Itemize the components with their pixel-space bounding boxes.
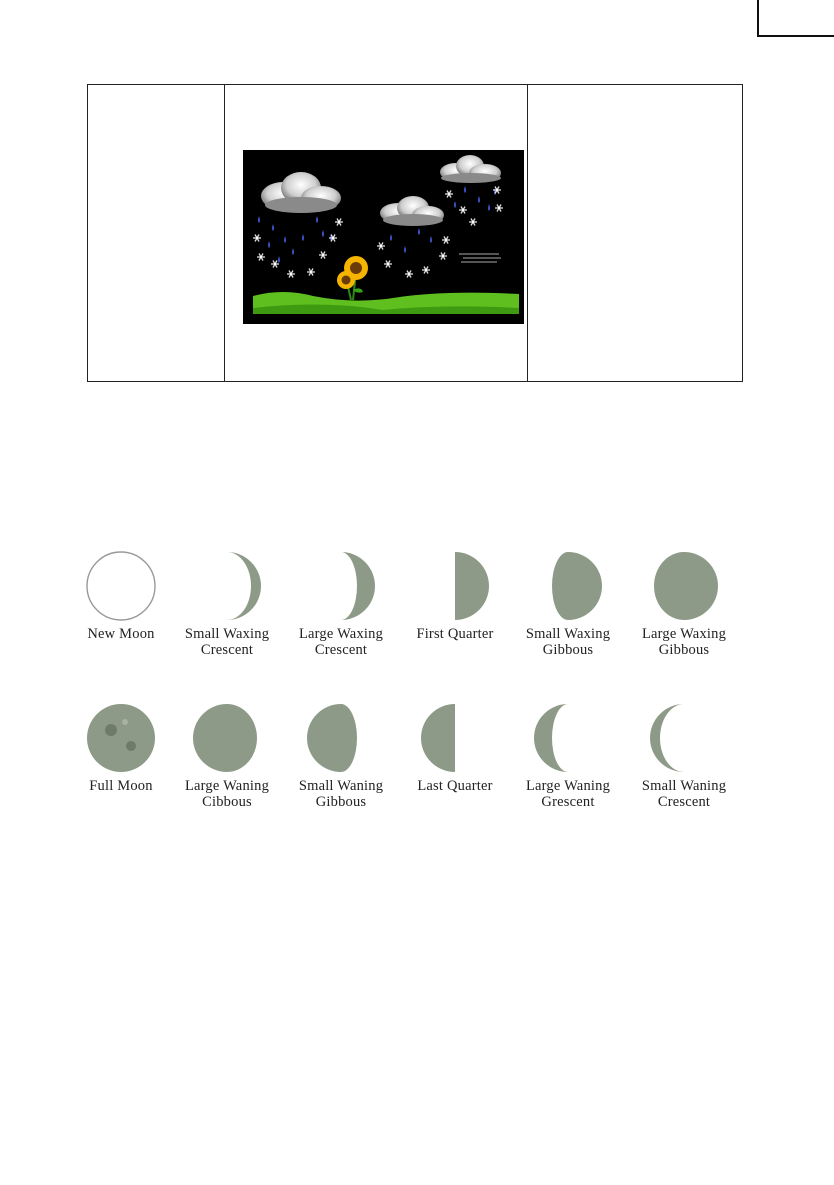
moon-phase-large-waning-crescent: [508, 702, 628, 810]
last-quarter-icon: [419, 702, 491, 774]
moon-label: First Quarter: [416, 626, 494, 642]
large-waxing-gibbous-icon: [648, 550, 720, 622]
column-divider-1: [224, 85, 225, 381]
column-divider-2: [527, 85, 528, 381]
crop-mark-vertical: [757, 0, 759, 37]
new-moon-icon: [85, 550, 157, 622]
small-waxing-gibbous-icon: [532, 550, 604, 622]
small-waxing-crescent-icon: [191, 550, 263, 622]
small-waning-gibbous-icon: [305, 702, 377, 774]
large-waxing-crescent-icon: [305, 550, 377, 622]
full-moon-icon: [85, 702, 157, 774]
moon-phase-small-waxing-gibbous: [508, 550, 628, 658]
moon-phase-large-waning-gibbous: [167, 702, 287, 810]
moon-label: Full Moon: [89, 778, 153, 794]
large-waning-gibbous-icon: [191, 702, 263, 774]
moon-label: Large Waxing Crescent: [298, 626, 384, 658]
moon-label: Large Waning Grescent: [525, 778, 611, 810]
moon-phase-last-quarter: [395, 702, 515, 794]
moon-phase-full-moon: [61, 702, 181, 794]
moon-label: Last Quarter: [417, 778, 493, 794]
moon-phase-large-waxing-gibbous: [624, 550, 744, 658]
moon-label: Small Waxing Crescent: [184, 626, 270, 658]
small-waning-crescent-icon: [648, 702, 720, 774]
weather-scene-image: [243, 150, 524, 324]
large-waning-crescent-icon: [532, 702, 604, 774]
moon-label: Small Waxing Gibbous: [525, 626, 611, 658]
moon-label: Large Waning Cibbous: [184, 778, 270, 810]
moon-phase-small-waning-gibbous: [281, 702, 401, 810]
moon-phase-new-moon: [61, 550, 181, 642]
first-quarter-icon: [419, 550, 491, 622]
moon-phase-first-quarter: [395, 550, 515, 642]
moon-label: New Moon: [87, 626, 155, 642]
moon-label: Small Waning Gibbous: [298, 778, 384, 810]
moon-phase-large-waxing-crescent: [281, 550, 401, 658]
moon-phase-small-waning-crescent: [624, 702, 744, 810]
moon-phase-small-waxing-crescent: [167, 550, 287, 658]
crop-mark-horizontal: [759, 35, 834, 37]
moon-label: Large Waxing Gibbous: [641, 626, 727, 658]
moon-label: Small Waning Crescent: [641, 778, 727, 810]
